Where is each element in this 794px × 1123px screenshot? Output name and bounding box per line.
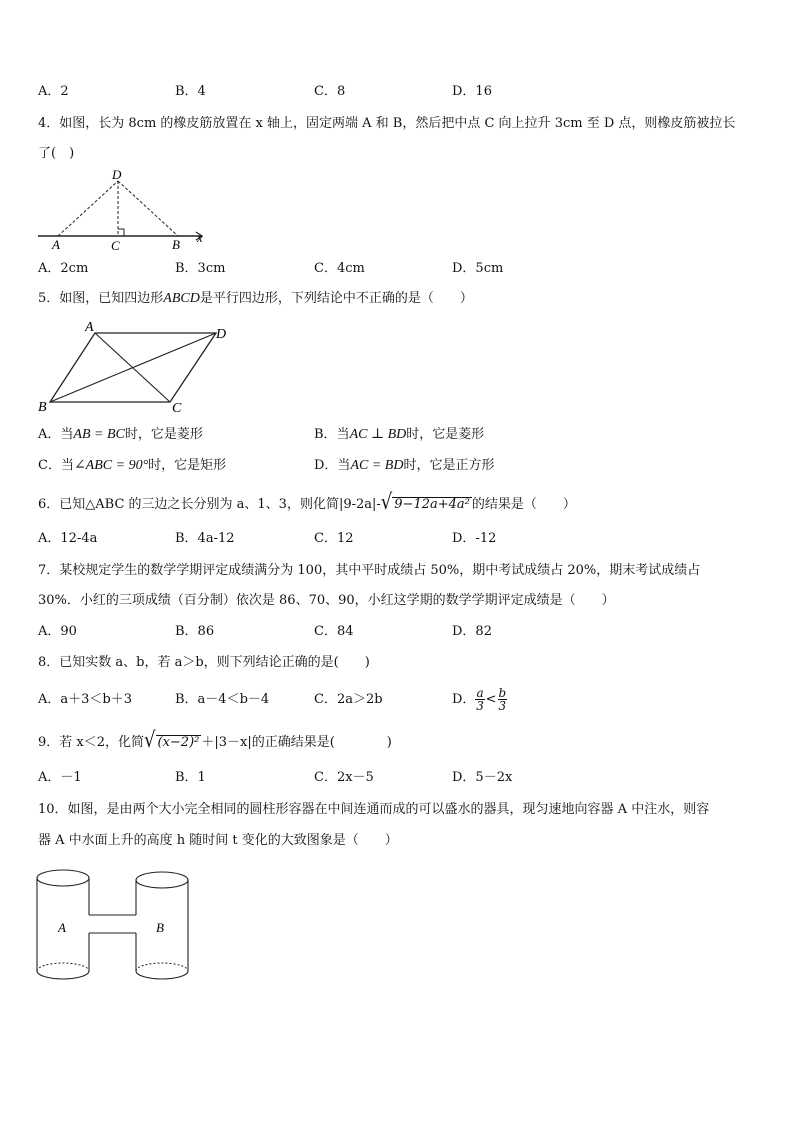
label-a: A <box>58 920 66 935</box>
q8-option-a: A．a＋3＜b＋3 <box>38 692 133 707</box>
segment-db <box>118 181 178 236</box>
cylinder-b-top <box>136 872 188 888</box>
q5-option-b: B．当AC ⊥ BD时，它是菱形 <box>314 427 485 442</box>
q5-figure <box>34 318 239 416</box>
cylinder-b-bottom-front <box>136 971 188 979</box>
label-d: D <box>216 327 227 342</box>
q9-option-b: B．1 <box>175 770 206 785</box>
q4-stem-line2: 了( ) <box>38 146 75 161</box>
cylinder-b-bottom-back <box>136 963 188 971</box>
q5-stem <box>38 291 473 307</box>
q6-option-c: C．12 <box>314 531 354 546</box>
q7-option-d: D．82 <box>452 624 492 639</box>
cylinder-a-bottom-front <box>37 971 89 979</box>
fraction-b-over-3: $\frac{b}{3}$ <box>498 686 507 713</box>
q5-stem-pre: 5．如图，已知四边形 <box>38 291 164 306</box>
label-d: D <box>112 167 122 182</box>
sqrt-icon: √ <box>144 727 156 753</box>
q7-stem-line2: 30%．小红的三项成绩（百分制）依次是 86、70、90，小红这学期的数学学期评定成绩是（ ） <box>38 593 615 608</box>
q5-option-c: C．当∠ABC = 90°时，它是矩形 <box>38 458 227 473</box>
q8-option-b: B．a－4＜b－4 <box>175 692 270 707</box>
cylinder-a-top <box>37 870 89 886</box>
q10-stem-line2: 器 A 中水面上升的高度 h 随时间 t 变化的大致图象是（ ） <box>38 833 398 848</box>
q4-stem-line1: 4．如图，长为 8cm 的橡皮筋放置在 x 轴上，固定两端 A 和 B，然后把中点 C 向上拉升 3cm 至 D 点，则橡皮筋被拉长 <box>38 116 736 131</box>
q8-option-c: C．2a＞2b <box>314 692 383 707</box>
sqrt-icon: √ <box>380 489 393 515</box>
label-a: A <box>85 320 94 335</box>
q10-figure <box>34 866 194 988</box>
q9-stem-pre: 9．若 x＜2，化简 <box>38 735 145 750</box>
q6-stem <box>38 489 576 515</box>
q3-option-d: D．16 <box>452 84 492 99</box>
label-c: C <box>172 401 182 416</box>
q9-option-d: D．5－2x <box>452 770 513 785</box>
segment-ad <box>58 181 118 236</box>
q6-stem-pre: 6．已知△ABC 的三边之长分别为 a、1、3，则化简|9-2a|- <box>38 497 381 512</box>
q9-stem-post: ＋|3－x|的正确结果是( ) <box>201 735 392 750</box>
q3-option-c: C．8 <box>314 84 346 99</box>
q9-radicand: (x−2)² <box>157 735 200 750</box>
diagonal-bd <box>50 333 216 402</box>
q5-option-d: D．当AC = BD时，它是正方形 <box>314 458 495 473</box>
cylinder-a-bottom-back <box>37 963 89 971</box>
label-b: B <box>172 237 180 252</box>
q5-stem-post: 是平行四边形，下列结论中不正确的是（ ） <box>199 291 473 306</box>
q4-figure <box>34 165 214 255</box>
q3-option-a: A．2 <box>38 84 69 99</box>
q7-option-a: A．90 <box>38 624 77 639</box>
q6-radicand: 9−12a+4a² <box>394 497 470 512</box>
q4-option-b: B．3cm <box>175 261 226 276</box>
q6-stem-post: 的结果是（ ） <box>471 497 576 512</box>
q9-option-c: C．2x－5 <box>314 770 374 785</box>
q10-stem-line1: 10．如图，是由两个大小完全相同的圆柱形容器在中间连通而成的可以盛水的器具，现匀速地向容器 A 中注水，则容 <box>38 802 710 817</box>
q6-option-b: B．4a-12 <box>175 531 235 546</box>
q5-option-a: A．当AB = BC时，它是菱形 <box>38 427 203 442</box>
q4-option-c: C．4cm <box>314 261 365 276</box>
q9-stem <box>38 727 392 753</box>
q4-option-d: D．5cm <box>452 261 504 276</box>
q6-option-a: A．12-4a <box>38 531 98 546</box>
label-x: x <box>197 230 203 245</box>
q5-shape-name: ABCD <box>163 291 200 306</box>
label-b: B <box>38 400 47 415</box>
q7-stem-line1: 7．某校规定学生的数学学期评定成绩满分为 100，其中平时成绩占 50%，期中考试成绩占 20%，期末考试成绩占 <box>38 563 701 578</box>
q7-option-b: B．86 <box>175 624 215 639</box>
label-b: B <box>156 920 164 935</box>
label-c: C <box>111 238 120 253</box>
q9-option-a: A．－1 <box>38 770 82 785</box>
q8-option-d: D． $\frac{a}{3}$ < $\frac{b}{3}$ <box>452 686 507 713</box>
label-a: A <box>52 237 60 252</box>
fraction-a-over-3: $\frac{a}{3}$ <box>476 686 484 713</box>
q7-option-c: C．84 <box>314 624 354 639</box>
q8-stem: 8．已知实数 a、b，若 a＞b，则下列结论正确的是( ) <box>38 655 370 670</box>
q4-option-a: A．2cm <box>38 261 89 276</box>
right-angle-mark <box>118 229 124 236</box>
q3-option-b: B．4 <box>175 84 206 99</box>
q6-option-d: D．-12 <box>452 531 497 546</box>
